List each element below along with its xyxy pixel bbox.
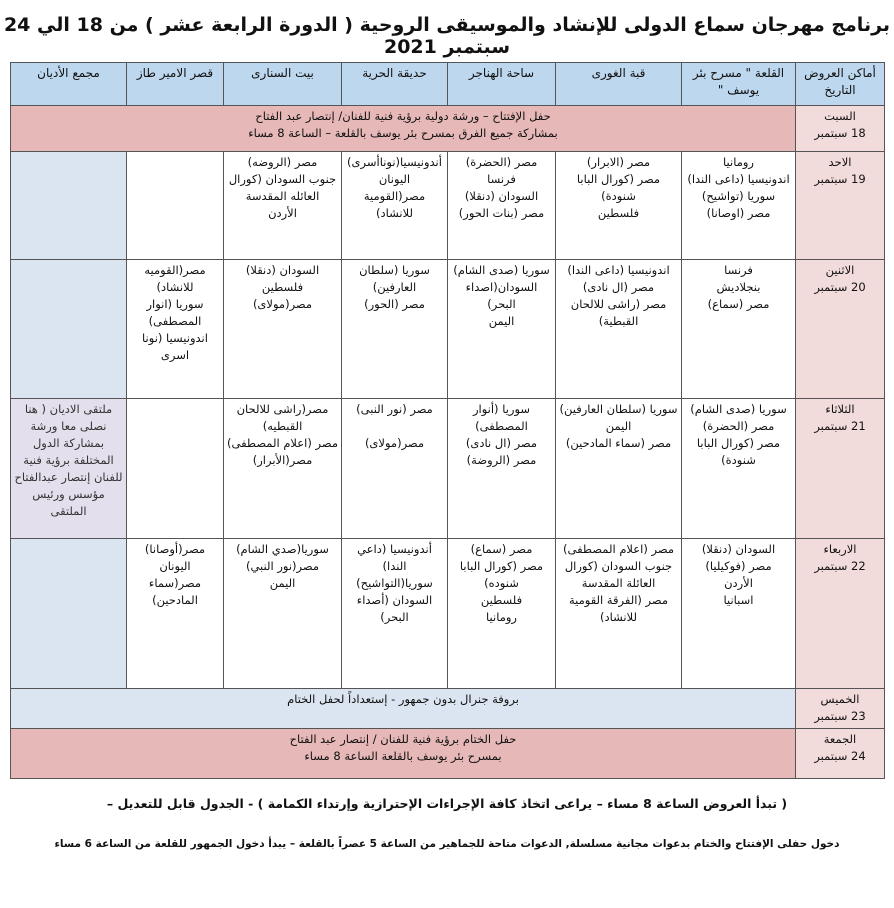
entry-note: دخول حفلى الإفتتاح والختام بدعوات مجانية مسلسلة, الدعوات متاحة للجماهير من الساعة 5 عصراً بالقلعة – يبدأ دخول الجمهور للقلعة من الساعة 6 مساء [54,838,840,850]
schedule-cell: أندونيسيا (داعي الندا) سوريا(التواشيح) السودان (أصداء البحر) [342,539,448,689]
schedule-cell: أندونيسيا(نوناأسرى) اليونان مصر(القومية للانشاد) [342,152,448,260]
schedule-cell: مصر (نور النبى) مصر(مولاى) [342,399,448,539]
schedule-cell [127,399,224,539]
row-friday [11,729,885,779]
schedule-cell: مصر(أوصانا) اليونان مصر(سماء المادحين) [127,539,224,689]
header-venue-religions: مجمع الأديان [11,63,127,106]
schedule-cell [11,260,127,399]
row-saturday [11,106,885,152]
religions-forum-note: ملتقى الاديان ( هنا نصلى معا ورشة بمشاركة الدول المختلفة برؤية فنية للفنان إنتصار عبدالفتاح مؤسس ورئيس الملتقى [11,399,127,539]
schedule-cell [11,539,127,689]
schedule-cell [11,152,127,260]
schedule-table [10,62,885,779]
schedule-cell: مصر (اعلام المصطفى) جنوب السودان (كورال العائلة المقدسة مصر (الفرقة القومية للانشاد) [556,539,682,689]
header-venue-citadel: القلعة " مسرح بئر يوسف " [682,63,796,106]
header-venue-taz: قصر الامير طاز [127,63,224,106]
schedule-cell: سوريا (صدى الشام) مصر (الحضرة) مصر (كورال البابا شنودة) [682,399,796,539]
date-cell: السبت 18 سبتمبر [796,106,885,152]
header-venue-hanager: ساحة الهناجر [448,63,556,106]
schedule-cell: مصر (الروضه) جنوب السودان (كورال العائله المقدسة الأردن [224,152,342,260]
schedule-cell: سوريا (سلطان العارفين) اليمن مصر (سماء المادحين) [556,399,682,539]
date-cell: الثلاثاء 21 سبتمبر [796,399,885,539]
closing-event: حفل الختام برؤية فنية للفنان / إنتصار عبد الفتاح بمسرح بئر يوسف بالقلعة الساعة 8 مساء [11,729,796,779]
schedule-cell: مصر (الابرار) مصر (كورال البابا شنودة) فلسطين [556,152,682,260]
row-thursday [11,689,885,729]
schedule-cell: مصر(راشى للالحان القبطيه) مصر (اعلام المصطفى) مصر(الأبرار) [224,399,342,539]
schedule-cell: مصر(القوميه للانشاد) سوريا (انوار المصطفى) اندونيسيا (نونا اسرى [127,260,224,399]
schedule-cell: السودان (دنقلا) مصر (فوكيليا) الأردن اسبانيا [682,539,796,689]
schedule-cell: مصر (سماع) مصر (كورال البابا شنوده) فلسطين رومانيا [448,539,556,689]
schedule-cell [127,152,224,260]
date-cell: الجمعة 24 سبتمبر [796,729,885,779]
row-monday [11,260,885,399]
date-cell: الاحد 19 سبتمبر [796,152,885,260]
schedule-cell: سوريا (صدى الشام) السودان(اصداء البحر) اليمن [448,260,556,399]
opening-event: حفل الإفتتاح – ورشة دولية برؤية فنية للفنان/ إنتصار عبد الفتاح بمشاركة جميع الفرق بمسرح بئر يوسف بالقلعة – الساعة 8 مساء [11,106,796,152]
row-tuesday [11,399,885,539]
schedule-cell: سوريا (سلطان العارفين) مصر (الحور) [342,260,448,399]
row-sunday [11,152,885,260]
schedule-cell: رومانيا اندونيسيا (داعى الندا) سوريا (تواشيح) مصر (اوصانا) [682,152,796,260]
row-wednesday [11,539,885,689]
date-cell: الخميس 23 سبتمبر [796,689,885,729]
header-venue-ghouri: قبة الغورى [556,63,682,106]
schedule-cell: السودان (دنقلا) فلسطين مصر(مولاى) [224,260,342,399]
schedule-cell: اندونيسيا (داعى الندا) مصر (ال نادى) مصر (راشى للالحان القبطية) [556,260,682,399]
schedule-cell: مصر (الحضرة) فرنسا السودان (دنقلا) مصر (بنات الحور) [448,152,556,260]
schedule-cell: سوريا(صدي الشام) مصر(نور النبي) اليمن [224,539,342,689]
date-cell: الاربعاء 22 سبتمبر [796,539,885,689]
rehearsal-event: بروفة جنرال بدون جمهور - إستعداداً لحفل الختام [11,689,796,729]
date-cell: الاثنين 20 سبتمبر [796,260,885,399]
schedule-note: ( تبدأ العروض الساعة 8 مساء – يراعى اتخاذ كافة الإجراءات الإحترازية وإرتداء الكمامة ) - الجدول قابل للتعديل – [106,796,788,811]
schedule-cell: سوريا (أنوار المصطفى) مصر (ال نادى) مصر (الروضة) [448,399,556,539]
header-date: أماكن العروض التاريخ [796,63,885,106]
schedule-cell: فرنسا بنجلاديش مصر (سماع) [682,260,796,399]
page-title: برنامج مهرجان سماع الدولى للإنشاد والموسيقى الروحية ( الدورة الرابعة عشر ) من 18 الي 24 سبتمبر 2021 [3,14,891,58]
header-venue-hurreya: حديقة الحرية [342,63,448,106]
header-row [11,63,885,106]
header-venue-sennari: بيت السنارى [224,63,342,106]
